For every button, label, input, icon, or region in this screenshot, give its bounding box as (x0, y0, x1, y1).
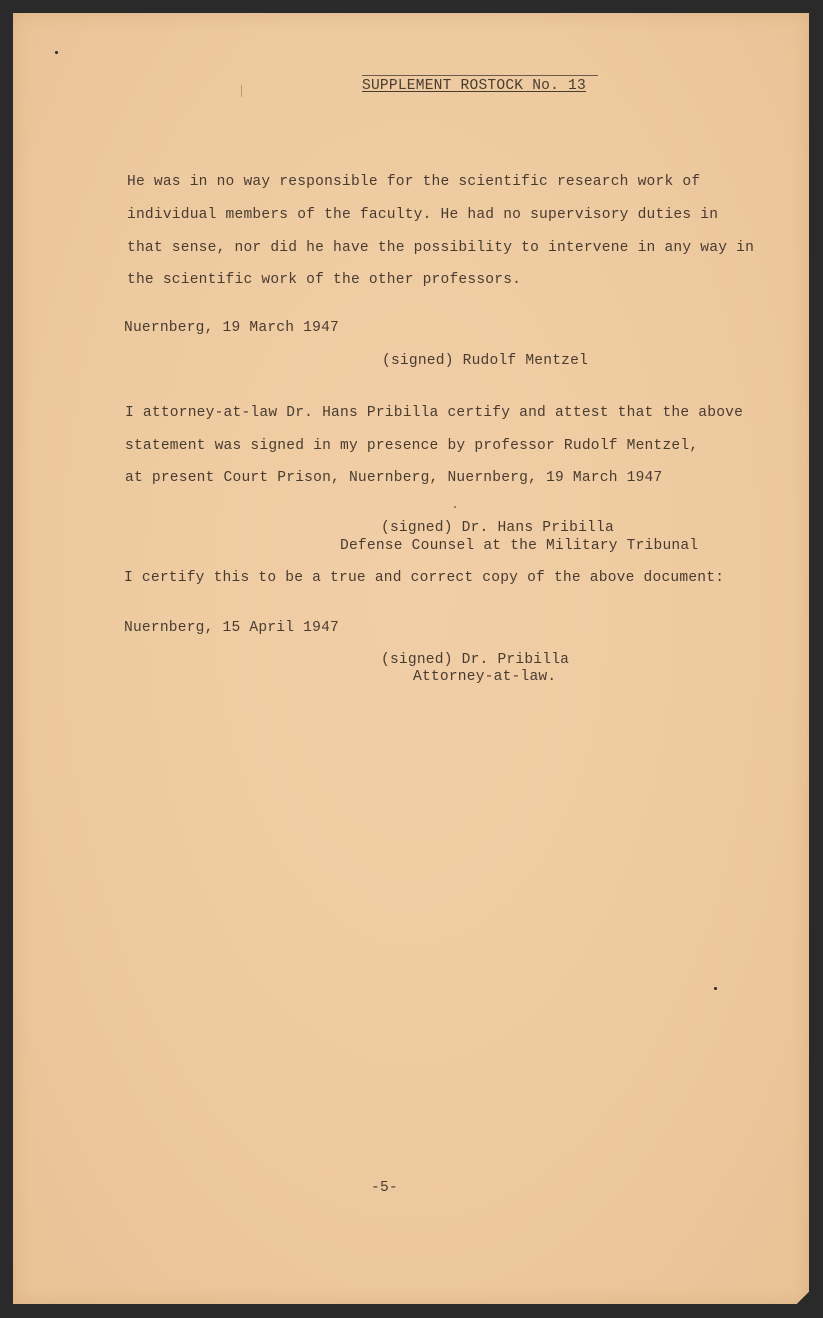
ink-speck (454, 506, 456, 508)
signature-pribilla-line1: (signed) Dr. Hans Pribilla (381, 520, 614, 536)
paragraph1-line3: that sense, nor did he have the possibility to intervene in any way in (127, 240, 755, 256)
paragraph2-line2: statement was signed in my presence by professor Rudolf Mentzel, (125, 438, 699, 454)
paragraph2-line1: I attorney-at-law Dr. Hans Pribilla certify and attest that the above (125, 405, 744, 421)
signature-pribilla-line2: Defense Counsel at the Military Tribunal (340, 538, 699, 554)
paragraph2-line3: at present Court Prison, Nuernberg, Nuernberg, 19 March 1947 (125, 470, 663, 486)
header-overline (362, 75, 598, 76)
certification-line: I certify this to be a true and correct copy of the above document: (124, 570, 725, 586)
document-header: SUPPLEMENT ROSTOCK No. 13 (362, 78, 586, 94)
ink-speck (55, 51, 58, 54)
paragraph1-line1: He was in no way responsible for the scientific research work of (127, 174, 701, 190)
paper-mark (241, 85, 242, 97)
signature-pribilla-short-line1: (signed) Dr. Pribilla (381, 652, 570, 668)
paragraph1-line2: individual members of the faculty. He had no supervisory duties in (127, 207, 719, 223)
signature-mentzel: (signed) Rudolf Mentzel (382, 353, 589, 369)
date-line-1: Nuernberg, 19 March 1947 (124, 320, 339, 336)
page-number: -5- (371, 1180, 398, 1196)
paragraph1-line4: the scientific work of the other professors. (127, 272, 522, 288)
signature-pribilla-short-line2: Attorney-at-law. (413, 669, 557, 685)
ink-speck (714, 987, 717, 990)
date-line-2: Nuernberg, 15 April 1947 (124, 620, 339, 636)
